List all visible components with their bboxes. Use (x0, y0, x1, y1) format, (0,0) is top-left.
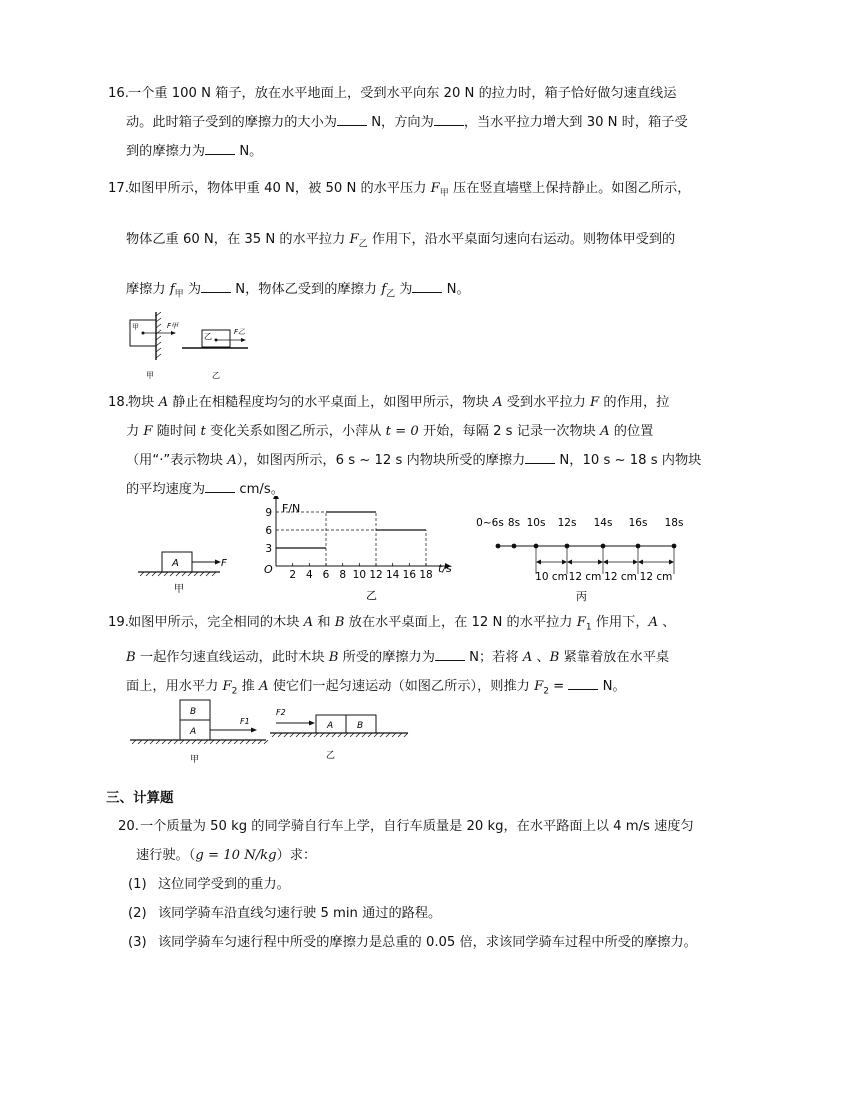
x-tick-label: 10 (352, 569, 367, 581)
fig-caption: 甲 (174, 584, 184, 595)
chart-xlabel: t/s (438, 562, 452, 575)
gap-label: 12 cm (604, 571, 637, 583)
answer-blank[interactable] (337, 113, 367, 126)
q19-line3: 面上，用水平力 $F_2$ 推 A 使它们一起匀速运动（如图乙所示），则推力 $F_2 = N$。 (126, 678, 626, 697)
answer-blank[interactable] (205, 142, 235, 155)
fig-bing-caption: 丙 (576, 590, 587, 603)
x-tick-label: 2 (289, 569, 297, 581)
force-F1-label: F1 (240, 717, 250, 726)
q19-line1: 如图甲所示，完全相同的木块 A 和 B 放在水平桌面上，在 12 N 的水平拉力 $F_1$ 作用下，A 、 (128, 615, 676, 633)
x-tick-label: 12 (369, 569, 383, 581)
fig-yi-caption: 乙 (326, 751, 336, 761)
q16-line3: 到的摩擦力为 N。 (126, 144, 263, 159)
q18-chart (252, 496, 472, 604)
q20-item-1: (1) 这位同学受到的重力。 (128, 877, 290, 892)
q18-line2: 力 F 随时间 t 变化关系如图乙所示，小萍从 t = 0 开始，每隔 2 s 记录一次物块 A 的位置 (126, 424, 654, 439)
box-yi-label: 乙 (204, 332, 212, 341)
q16-line1: 一个重 100 N 箱子，放在水平地面上，受到水平向东 20 N 的拉力时，箱子恰好做匀速直线运 (128, 86, 677, 101)
time-label: 12s (557, 517, 577, 529)
question-18 (108, 388, 760, 504)
force-yi-label: F乙 (234, 328, 246, 336)
answer-blank[interactable] (525, 451, 555, 464)
time-label: 8s (507, 517, 521, 529)
y-tick-label: 3 (265, 543, 272, 555)
q20-item-3: (3) 该同学骑车匀速行程中所受的摩擦力是总重的 0.05 倍，求该同学骑车过程中所受的摩擦力。 (128, 935, 697, 950)
force-F2-label: F2 (276, 708, 286, 717)
time-label: 0~6s (476, 517, 504, 529)
box-jia-label: 甲 (132, 323, 139, 331)
answer-blank[interactable] (201, 280, 231, 293)
q20-line2: 速行驶。（g = 10 N/kg）求： (136, 848, 317, 863)
q17-line3: 摩擦力 $f_甲$ 为 N，物体乙受到的摩擦力 $f_乙$ 为 N。 (126, 282, 470, 300)
q17-figure (118, 312, 258, 382)
x-tick-label: 14 (385, 569, 400, 581)
x-tick-label: 16 (402, 569, 417, 581)
question-number: 19. (108, 615, 129, 630)
q18-line4: 的平均速度为 cm/s。 (126, 482, 284, 497)
x-tick-label: 8 (339, 569, 347, 581)
answer-blank[interactable] (568, 677, 598, 690)
x-tick-label: 18 (419, 569, 433, 581)
q19-line2: B 一起作匀速直线运动，此时木块 B 所受的摩擦力为 N；若将 A 、B 紧靠着放在水平桌 (126, 649, 670, 665)
gap-label: 10 cm (535, 571, 568, 583)
answer-blank[interactable] (205, 480, 235, 493)
x-tick-label: 6 (322, 569, 330, 581)
y-tick-label: 9 (265, 507, 272, 519)
answer-blank[interactable] (412, 280, 442, 293)
force-jia-label: F甲 (167, 322, 179, 330)
q18-figure-jia (132, 546, 242, 596)
fig-yi-caption: 乙 (212, 371, 220, 380)
answer-blank[interactable] (434, 113, 464, 126)
block-B-label: B (357, 721, 364, 731)
chart-ylabel: F/N (282, 502, 301, 515)
position-dot (496, 544, 501, 549)
q17-line1: 如图甲所示，物体甲重 40 N，被 50 N 的水平压力 $F_甲$ 压在竖直墙壁上保持静止。如图乙所示， (128, 181, 691, 199)
q18-line3: （用“·”表示物块 A），如图丙所示，6 s ~ 12 s 内物块所受的摩擦力 N，10 s ~ 18 s 内物块 (126, 453, 702, 468)
q20-item-2: (2) 该同学骑车沿直线匀速行驶 5 min 通过的路程。 (128, 906, 442, 921)
question-19 (108, 608, 760, 706)
q18-line1: 物块 A 静止在相糙程度均匀的水平桌面上，如图甲所示，物块 A 受到水平拉力 F 的作用，拉 (128, 395, 670, 410)
block-A-label: A (327, 721, 334, 731)
answer-blank[interactable] (435, 648, 465, 661)
block-A-label: A (190, 727, 197, 737)
x-tick-label: 4 (305, 569, 313, 581)
question-20 (118, 812, 770, 870)
q19-figure (126, 698, 416, 770)
q17-line2: 物体乙重 60 N，在 35 N 的水平拉力 $F_乙$ 作用下，沿水平桌面匀速向右运动。则物体甲受到的 (126, 231, 676, 250)
question-number: 20. (118, 819, 139, 834)
time-label: 18s (664, 517, 684, 529)
y-tick-label: 6 (265, 525, 272, 537)
time-label: 10s (526, 517, 546, 529)
chart-caption: 乙 (366, 589, 377, 602)
box-A-label: A (172, 558, 179, 569)
chart-origin: O (264, 563, 273, 576)
section-title: 三、计算题 (106, 790, 174, 806)
question-number: 17. (108, 181, 129, 196)
block-B-label: B (190, 707, 197, 717)
wall-hatch (156, 312, 161, 358)
fig-jia-caption: 甲 (190, 755, 200, 765)
q16-line2: 动。此时箱子受到的摩擦力的大小为 N，方向为 ，当水平拉力增大到 30 N 时，箱子受 (126, 115, 688, 130)
time-label: 14s (593, 517, 613, 529)
question-number: 18. (108, 395, 129, 410)
gap-label: 12 cm (639, 571, 673, 583)
q20-line1: 一个质量为 50 kg 的同学骑自行车上学，自行车质量是 20 kg，在水平路面上以 4 m/s 速度匀 (140, 819, 694, 834)
time-label: 16s (628, 517, 648, 529)
position-dot (512, 544, 517, 549)
question-17 (108, 166, 760, 318)
question-number: 16. (108, 86, 129, 101)
gap-label: 12 cm (568, 571, 602, 583)
question-16 (108, 79, 760, 166)
force-F-label: F (221, 558, 227, 569)
q18-figure-bing (470, 510, 700, 606)
fig-jia-caption: 甲 (146, 371, 154, 380)
